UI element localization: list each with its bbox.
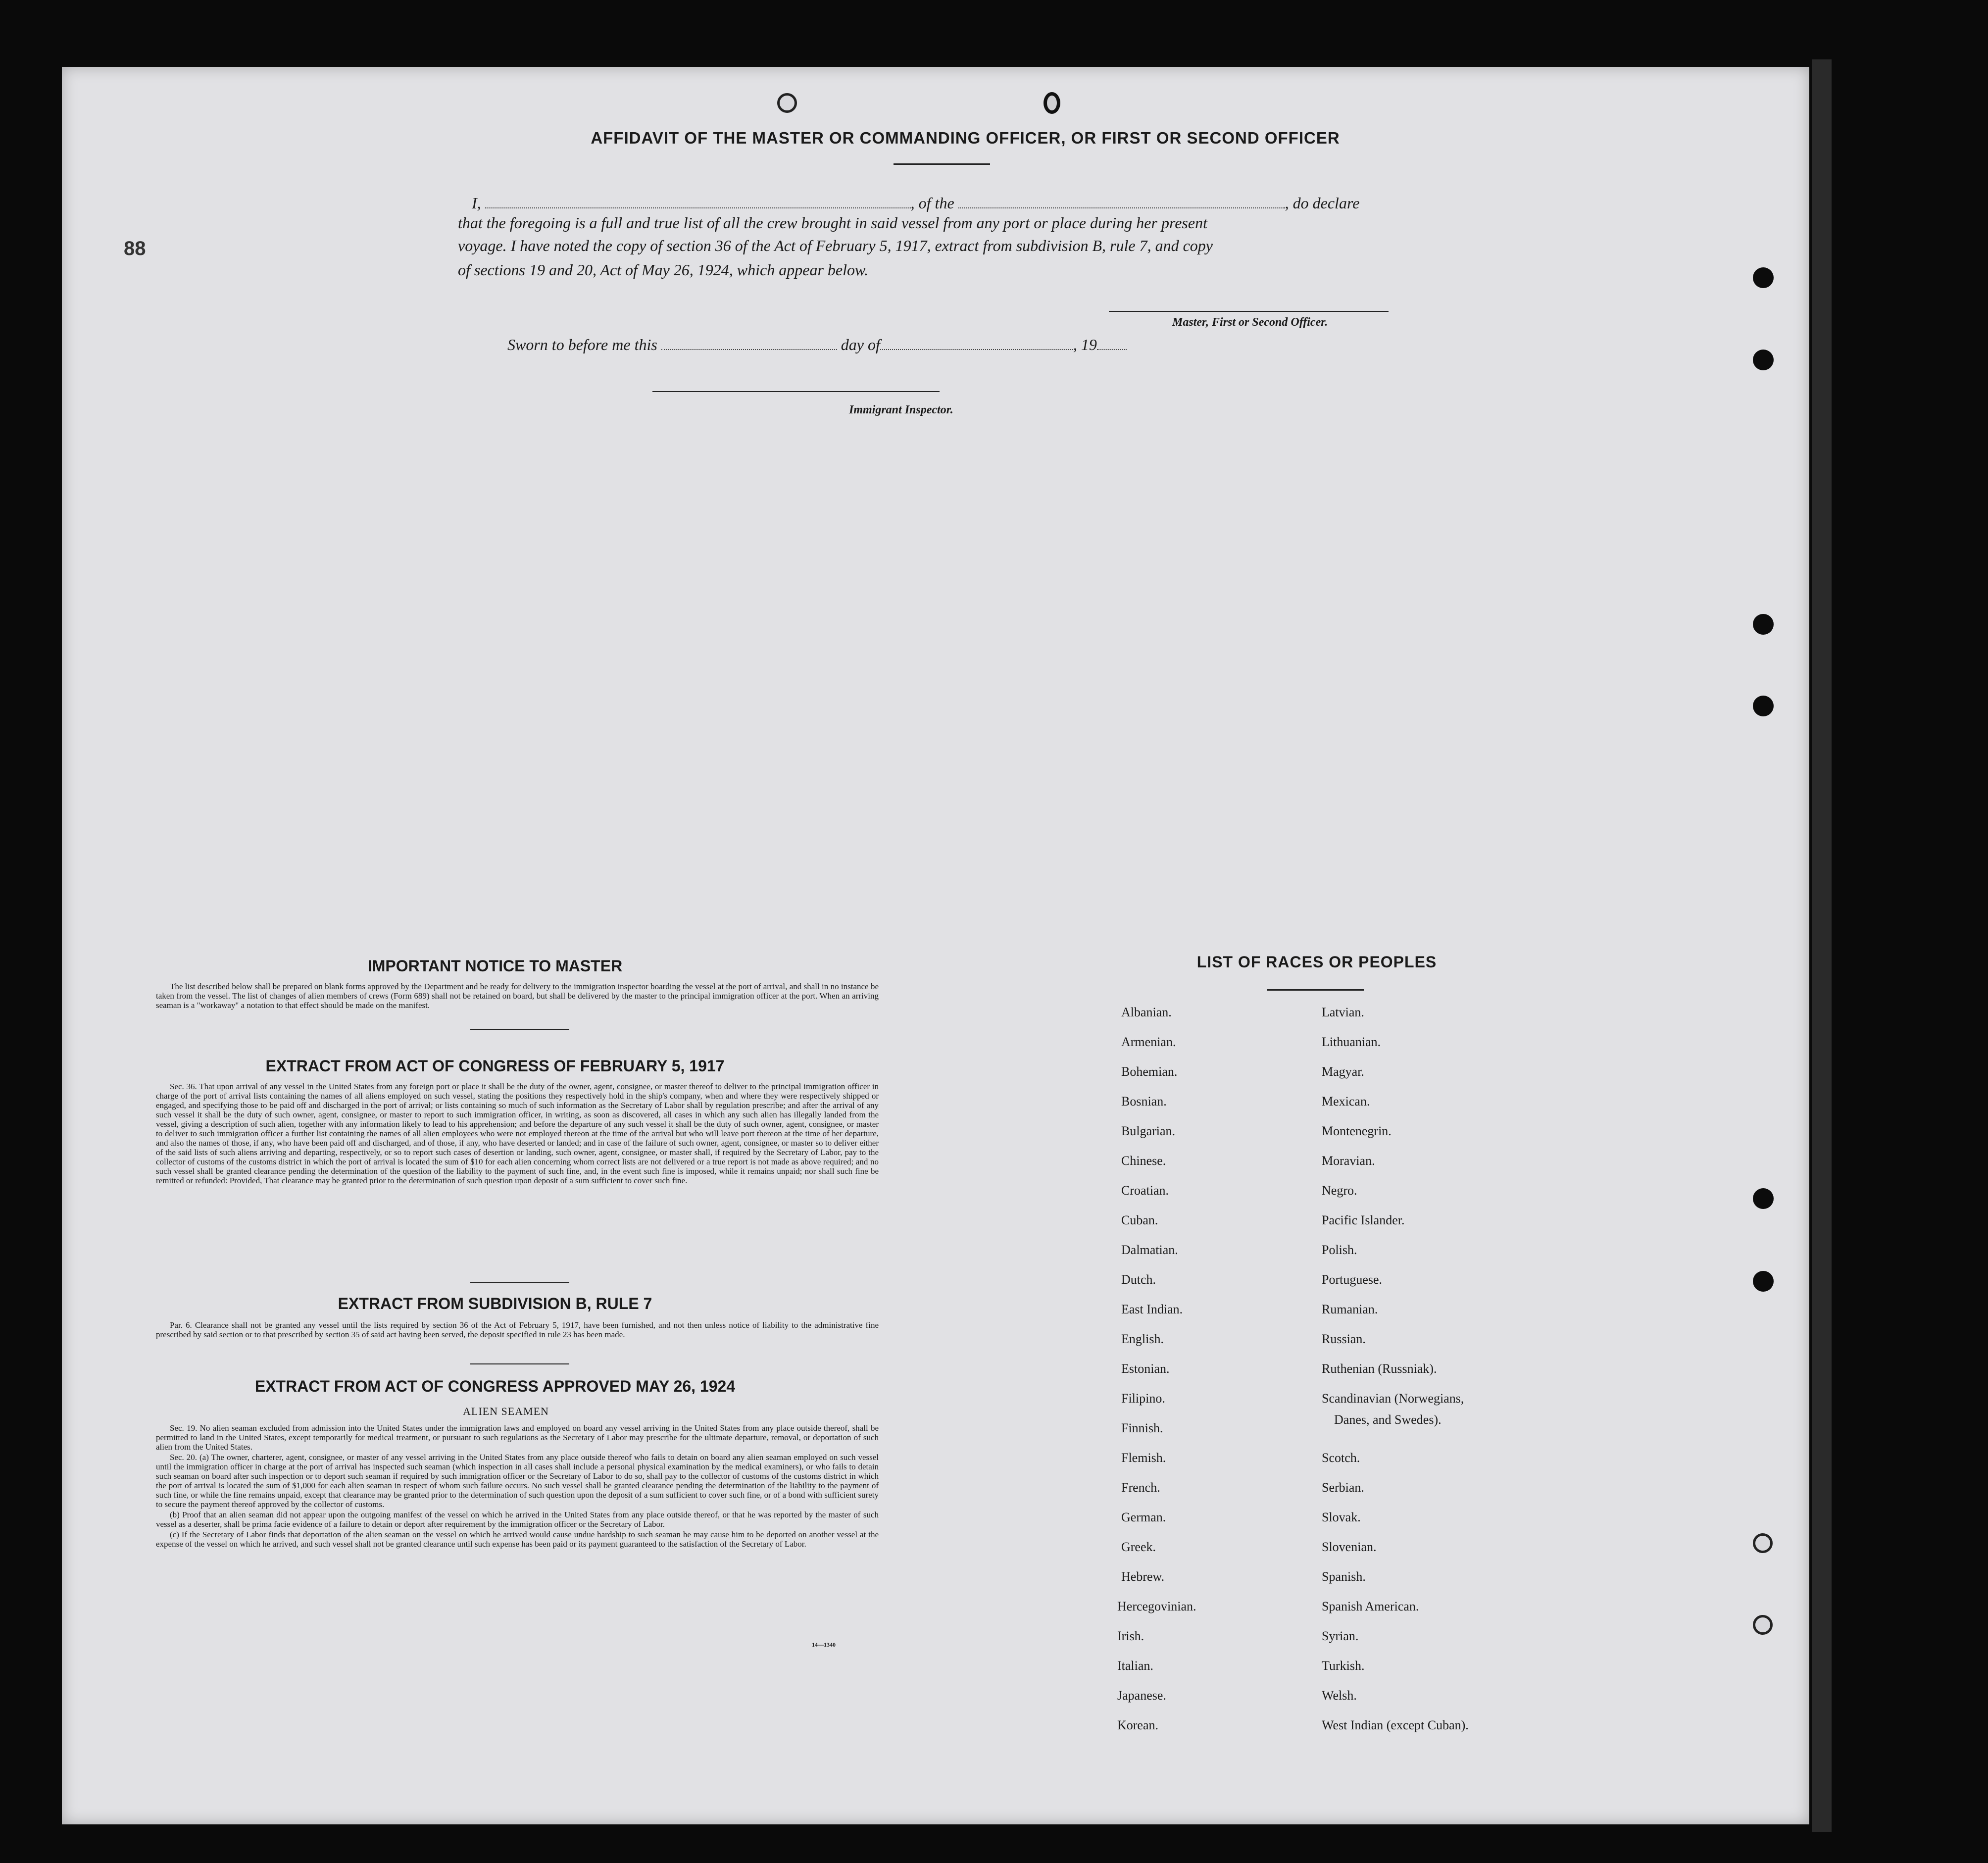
races-title-rule: [1267, 989, 1364, 991]
race-item: Finnish.: [1121, 1421, 1163, 1435]
master-label: Master, First or Second Officer.: [1172, 316, 1328, 329]
sec-36-paragraph: Sec. 36. That upon arrival of any vessel in the United States from any foreign port or place it shall be the duty of the owner, agent, consignee, or master thereof to deliver to the principal immigration officer in charge of the port of arrival lists containing the names of all aliens employed on such vessel, stating the positions they respectively hold in the ship's company, when and where they were respectively shipped or engaged, and specifying those to be paid off and discharged in the port of arrival; or lists containing so much of such information as the Secretary of Labor shall by regulation prescribe; and after the arrival of any such vessel it shall be the duty of such owner, agent, consignee, or master to report to such immigration officer, in writing, as soon as discovered, all cases in which any such alien has illegally landed from the vessel, giving a description of such alien, together with any information likely to lead to his apprehension; and before the departure of any such vessel it shall be the duty of such owner, agent, consignee, or master to deliver to such immigration officer a further list containing the names of all alien employees who were not employed thereon at the time of the arrival but who will leave port thereon at the time of her departure, and also the names of those, if any, who have been paid off and discharged, and of those, if any, who have deserted or landed; and in case of the failure of such owner, agent, consignee, or master so to deliver either of the said lists of such aliens arriving and departing, respectively, or so to report such cases of desertion or landing, such owner, agent, consignee, or master shall, if required by the Secretary of Labor, pay to the collector of customs of the customs district in which the port of arrival is located the sum of $10 for each alien concerning whom correct lists are not delivered or a true report is not made as above required; and no such vessel shall be granted clearance pending the determination of the question of the liability to the payment of such fine, and, in the event such fine is imposed, while it remains unpaid; nor shall such fine be remitted or refunded: Provided, That clearance may be granted prior to the determination of such question upon deposit of a sum sufficient to cover such fine.: [156, 1082, 879, 1185]
sworn-month-blank[interactable]: [880, 339, 1073, 350]
binder-hole: [1753, 614, 1774, 635]
race-item: Portuguese.: [1322, 1272, 1383, 1287]
alien-seamen-subtitle: ALIEN SEAMEN: [463, 1405, 549, 1417]
extract-1924-title: EXTRACT FROM ACT OF CONGRESS APPROVED MAY 26, 1924: [254, 1377, 736, 1395]
race-item: Hercegovinian.: [1117, 1599, 1196, 1613]
rule-7-title: EXTRACT FROM SUBDIVISION B, RULE 7: [338, 1295, 652, 1312]
race-item: Syrian.: [1322, 1629, 1359, 1643]
race-item: East Indian.: [1121, 1302, 1183, 1316]
race-item: Albanian.: [1121, 1005, 1172, 1019]
binder-hole-empty: [1753, 1533, 1773, 1553]
race-item-scandinavian-cont: Danes, and Swedes).: [1334, 1412, 1441, 1427]
race-item: Irish.: [1117, 1629, 1144, 1643]
rule-7-text: [156, 1320, 879, 1340]
form-page: [62, 67, 1809, 1824]
binder-hole: [1753, 350, 1774, 370]
inspector-signature-line[interactable]: [652, 391, 940, 392]
race-item: Welsh.: [1322, 1688, 1357, 1703]
sec-19-paragraph: Sec. 19. No alien seaman excluded from admission into the United States under the immigration laws and employed on board any vessel arriving in the United States from any place outside thereof, shall be permitted to land in the United States, except temporarily for medical treatment, or pursuant to such regulations as the Secretary of Labor may prescribe for the ultimate departure, removal, or deportation of such alien from the United States.: [156, 1423, 879, 1452]
race-item: Magyar.: [1322, 1064, 1364, 1079]
race-item: Italian.: [1117, 1659, 1153, 1673]
race-item: Scotch.: [1322, 1451, 1360, 1465]
binder-hole: [1753, 1271, 1774, 1292]
race-item: Bulgarian.: [1121, 1124, 1176, 1138]
punch-hole-top-right: [1044, 92, 1060, 114]
affidavit-title: AFFIDAVIT OF THE MASTER OR COMMANDING OFFICER, OR FIRST OR SECOND OFFICER: [591, 129, 1340, 147]
sec-20a-paragraph: Sec. 20. (a) The owner, charterer, agent, consignee, or master of any vessel arriving in the United States from any place outside thereof who fails to detain on board any alien seaman employed on such vessel until the immigration officer in charge at the port of arrival has inspected such seaman (which inspection in all cases shall include a personal physical examination by the medical examiners), or who fails to detain such seaman on board after such inspection or to deport such seaman if required by such immigration officer or the Secretary of Labor to do so, shall pay to the collector of customs of the customs district in which the port of arrival is located the sum of $1,000 for each alien seaman in respect of whom such failure occurs. No such vessel shall be granted clearance pending the determination of the liability to the payment of such fine, or while the fine remains unpaid, except that clearance may be granted prior to the determination of such question upon the deposit of a sum sufficient to cover such fine, or of a bond with sufficient surety to secure the payment thereof approved by the collector of customs.: [156, 1453, 879, 1509]
sworn-year-blank[interactable]: [1097, 339, 1127, 350]
section-rule: [470, 1363, 569, 1364]
race-item: Lithuanian.: [1322, 1035, 1381, 1049]
affidavit-of-the: , of the: [910, 194, 954, 212]
affidavit-line-1: [472, 194, 1359, 212]
sworn-prefix: Sworn to before me this: [507, 336, 657, 353]
race-item: French.: [1121, 1480, 1160, 1495]
race-item: Pacific Islander.: [1322, 1213, 1405, 1227]
extract-1917-title: EXTRACT FROM ACT OF CONGRESS OF FEBRUARY 5, 1917: [265, 1057, 725, 1075]
binder-hole: [1753, 1188, 1774, 1209]
sworn-day-blank[interactable]: [661, 339, 837, 350]
sworn-line: [507, 336, 1127, 354]
binder-hole: [1753, 267, 1774, 288]
race-item: Moravian.: [1322, 1154, 1375, 1168]
race-item: Spanish American.: [1322, 1599, 1419, 1613]
race-item: Dutch.: [1121, 1272, 1156, 1287]
affidavit-line-2: that the foregoing is a full and true list of all the crew brought in said vessel from any port or place during her present: [458, 214, 1207, 232]
notice-title: IMPORTANT NOTICE TO MASTER: [367, 957, 623, 975]
sec-20c-paragraph: (c) If the Secretary of Labor finds that deportation of the alien seaman on the vessel on which he arrived would cause undue hardship to such seaman he may cause him to be deported on another vessel at the expense of the vessel on which he arrived, and such vessel shall not be granted clearance until such expense has been paid or its payment guaranteed to the satisfaction of the Secretary of Labor.: [156, 1530, 879, 1549]
race-item: West Indian (except Cuban).: [1322, 1718, 1469, 1732]
sworn-day: day of: [841, 336, 880, 353]
race-item: Turkish.: [1322, 1659, 1365, 1673]
race-item: Korean.: [1117, 1718, 1159, 1732]
inspector-label: Immigrant Inspector.: [849, 403, 953, 416]
notice-paragraph: The list described below shall be prepared on blank forms approved by the Department and be ready for delivery to the immigration inspector boarding the vessel at the port of arrival, and shall in no instance be taken from the vessel. The list of changes of alien members of crews (Form 689) shall not be retained on board, but shall be delivered by the master to the principal immigration officer at the port. When an arriving seaman is a "workaway" a notation to that effect should be made on the manifest.: [156, 982, 879, 1010]
race-item: Greek.: [1121, 1540, 1156, 1554]
race-item: German.: [1121, 1510, 1166, 1524]
race-item: Flemish.: [1121, 1451, 1166, 1465]
race-item: Armenian.: [1121, 1035, 1176, 1049]
page-edge-strip: [1812, 59, 1832, 1832]
race-item: Serbian.: [1322, 1480, 1364, 1495]
binder-hole-empty: [1753, 1615, 1773, 1635]
race-item: Hebrew.: [1121, 1569, 1165, 1584]
sworn-year: , 19: [1073, 336, 1097, 353]
name-blank[interactable]: [485, 198, 911, 208]
race-item: Japanese.: [1117, 1688, 1166, 1703]
race-item: Latvian.: [1322, 1005, 1364, 1019]
race-item: Spanish.: [1322, 1569, 1366, 1584]
extract-1917-text: [156, 1082, 879, 1186]
race-item: Bosnian.: [1121, 1094, 1167, 1108]
race-item: Scandinavian (Norwegians,: [1322, 1391, 1464, 1406]
notice-text: [156, 982, 879, 1011]
section-rule: [470, 1029, 569, 1030]
affidavit-prefix: I,: [472, 194, 481, 212]
race-item: Rumanian.: [1322, 1302, 1378, 1316]
race-item: Bohemian.: [1121, 1064, 1178, 1079]
master-signature-line[interactable]: [1109, 311, 1389, 312]
race-item: Slovenian.: [1322, 1540, 1377, 1554]
races-title: LIST OF RACES OR PEOPLES: [1196, 953, 1437, 971]
vessel-blank[interactable]: [958, 198, 1285, 208]
race-item: Russian.: [1322, 1332, 1366, 1346]
punch-hole-top-left: [777, 93, 797, 113]
race-item: Montenegrin.: [1322, 1124, 1392, 1138]
binder-hole: [1753, 696, 1774, 716]
race-item: Ruthenian (Russniak).: [1322, 1361, 1437, 1376]
margin-mark: 88: [124, 238, 146, 259]
section-rule: [470, 1282, 569, 1283]
race-item: Estonian.: [1121, 1361, 1170, 1376]
affidavit-line-3: voyage. I have noted the copy of section 36 of the Act of February 5, 1917, extract from subdivision B, rule 7, and copy: [458, 237, 1213, 254]
sec-20b-paragraph: (b) Proof that an alien seaman did not appear upon the outgoing manifest of the vessel on which he arrived in the United States from any place outside thereof, or that he was reported by the master of such vessel as a deserter, shall be prima facie evidence of a failure to detain or deport after requirement by the immigration officer or the Secretary of Labor.: [156, 1510, 879, 1529]
race-item: English.: [1121, 1332, 1164, 1346]
race-item: Slovak.: [1322, 1510, 1361, 1524]
race-item: Filipino.: [1121, 1391, 1165, 1406]
form-number: 14—1340: [812, 1641, 836, 1648]
affidavit-declare: , do declare: [1285, 194, 1360, 212]
par-6-paragraph: Par. 6. Clearance shall not be granted any vessel until the lists required by section 36 of the Act of February 5, 1917, have been furnished, and not then unless notice of liability to the administrative fine prescribed by said section or to that prescribed by section 35 of said act having been served, the deposit specified in rule 23 has been made.: [156, 1320, 879, 1339]
race-item: Polish.: [1322, 1243, 1357, 1257]
affidavit-line-4: of sections 19 and 20, Act of May 26, 1924, which appear below.: [458, 261, 868, 279]
race-item: Croatian.: [1121, 1183, 1169, 1198]
race-item: Chinese.: [1121, 1154, 1166, 1168]
race-item: Cuban.: [1121, 1213, 1158, 1227]
title-rule: [894, 163, 990, 165]
race-item: Dalmatian.: [1121, 1243, 1178, 1257]
extract-1924-text: [156, 1423, 879, 1550]
race-item: Negro.: [1322, 1183, 1357, 1198]
race-item: Mexican.: [1322, 1094, 1370, 1108]
